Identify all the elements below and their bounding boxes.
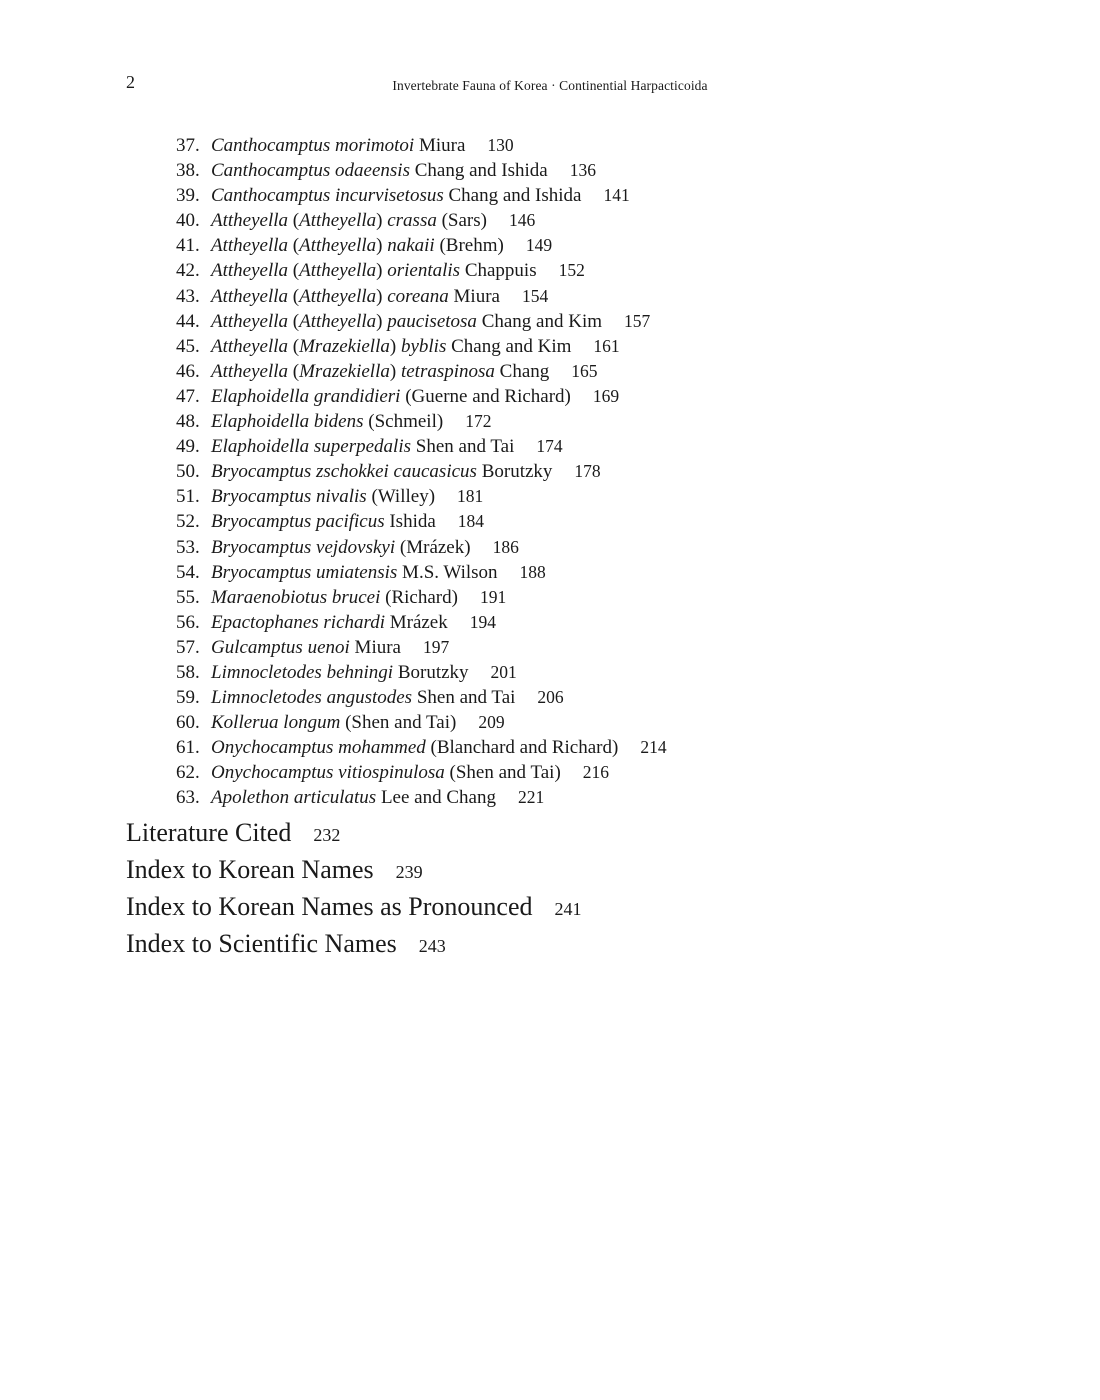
entry-title [211, 286, 500, 307]
entry-page-number: 154 [521, 285, 549, 306]
toc-entry[interactable] [176, 384, 667, 409]
entry-page-number: 157 [624, 310, 651, 331]
entry-title [211, 511, 436, 532]
toc-entry[interactable] [176, 233, 667, 258]
section-title: Index to Korean Names as Pronounced [126, 892, 533, 921]
scientific-name: Onychocamptus vitiospinulosa [211, 762, 445, 784]
toc-entry[interactable] [176, 710, 667, 735]
entry-page-number: 186 [492, 536, 519, 557]
author-text: ) [376, 260, 388, 282]
author-text: Borutzky [393, 661, 469, 683]
entry-number: 55. [176, 586, 200, 608]
author-text: (Mrázek) [395, 536, 471, 558]
entry-page-number: 191 [479, 586, 507, 607]
entry-page-number: 130 [487, 135, 514, 155]
scientific-name: Attheyella [299, 285, 377, 307]
toc-section-entry[interactable] [126, 851, 582, 888]
entry-title [211, 662, 469, 683]
scientific-name: Attheyella [211, 210, 289, 232]
author-text: Borutzky [476, 461, 553, 483]
entry-title [211, 687, 515, 708]
toc-entry[interactable] [176, 610, 667, 635]
toc-section-entry[interactable] [126, 925, 582, 962]
entry-title [211, 562, 498, 583]
author-text: Ishida [384, 511, 436, 533]
author-text: Miura [349, 636, 401, 658]
entry-number: 57. [176, 636, 200, 658]
entry-title [211, 461, 552, 482]
scientific-name: Mrazekiella [299, 360, 390, 382]
entry-number: 52. [176, 511, 200, 533]
scientific-name: Bryocamptus vejdovskyi [211, 536, 396, 558]
scientific-name: Mrazekiella [299, 335, 390, 357]
author-text: Lee and Chang [376, 787, 496, 809]
author-text: ( [288, 335, 300, 357]
scientific-name: Attheyella [299, 210, 377, 232]
entry-number: 40. [176, 210, 200, 232]
author-text: ( [288, 310, 300, 332]
author-text: ) [376, 235, 388, 257]
entry-title [211, 260, 537, 281]
scientific-name: paucisetosa [387, 310, 477, 332]
entry-number: 61. [176, 737, 200, 759]
scientific-name: Epactophanes richardi [211, 611, 385, 633]
entry-title [211, 311, 602, 332]
toc-entry[interactable] [176, 434, 667, 459]
author-text: Miura [448, 285, 500, 307]
scientific-name: Attheyella [211, 310, 289, 332]
entry-number: 47. [176, 385, 200, 407]
author-text: Mrázek [384, 611, 448, 633]
entry-page-number: 214 [640, 737, 667, 758]
author-text: (Richard) [380, 586, 458, 608]
toc-species-list [176, 133, 667, 811]
author-text: Chang and Kim [476, 310, 603, 332]
entry-title [211, 486, 435, 507]
scientific-name: Bryocamptus nivalis [211, 486, 367, 508]
scientific-name: Limnocletodes angustodes [211, 687, 413, 709]
author-text: Chang and Ishida [443, 185, 582, 207]
scientific-name: tetraspinosa [400, 360, 495, 382]
author-text: Chang and Ishida [409, 160, 548, 182]
scientific-name: Bryocamptus umiatensis [211, 561, 398, 583]
author-text: Chang [494, 360, 550, 382]
author-text: Chappuis [460, 260, 537, 282]
scientific-name: Attheyella [211, 335, 289, 357]
toc-entry[interactable] [176, 560, 667, 585]
running-head: Invertebrate Fauna of Korea · Continential Harpacticoida [392, 78, 708, 93]
scientific-name: Onychocamptus mohammed [211, 737, 426, 759]
section-page-number: 243 [418, 936, 446, 956]
toc-back-matter-list [126, 814, 582, 962]
scientific-name: Elaphoidella superpedalis [211, 436, 412, 458]
entry-page-number: 216 [582, 762, 610, 783]
entry-page-number: 152 [558, 260, 585, 281]
entry-number: 41. [176, 235, 200, 257]
section-page-number: 232 [313, 825, 341, 845]
scientific-name: Canthocamptus odaeensis [211, 160, 410, 182]
entry-title [211, 135, 465, 156]
scientific-name: orientalis [387, 260, 461, 282]
author-text: ) [376, 310, 388, 332]
entry-title [211, 235, 504, 256]
scientific-name: Bryocamptus pacificus [211, 511, 385, 533]
entry-title [211, 762, 561, 783]
toc-entry[interactable] [176, 660, 667, 685]
entry-number: 63. [176, 787, 200, 809]
author-text: ( [288, 235, 300, 257]
entry-page-number: 172 [465, 411, 492, 432]
entry-title [211, 787, 496, 808]
author-text: (Shen and Tai) [444, 762, 561, 784]
entry-number: 43. [176, 285, 200, 307]
entry-page-number: 174 [536, 436, 563, 457]
scientific-name: Attheyella [211, 360, 289, 382]
entry-number: 48. [176, 411, 200, 433]
entry-number: 58. [176, 661, 200, 683]
scientific-name: Gulcamptus uenoi [211, 636, 350, 658]
toc-entry[interactable] [176, 133, 667, 158]
entry-page-number: 184 [457, 511, 485, 532]
author-text: ) [389, 360, 401, 382]
scientific-name: Canthocamptus incurvisetosus [211, 185, 444, 207]
entry-page-number: 141 [603, 185, 630, 206]
entry-number: 45. [176, 335, 200, 357]
entry-page-number: 197 [422, 636, 450, 657]
entry-title [211, 612, 448, 633]
entry-title [211, 336, 571, 357]
toc-entry[interactable] [176, 760, 667, 785]
scientific-name: byblis [400, 335, 447, 357]
entry-number: 50. [176, 461, 200, 483]
entry-number: 49. [176, 436, 200, 458]
entry-number: 44. [176, 310, 200, 332]
author-text: (Blanchard and Richard) [425, 737, 619, 759]
toc-entry[interactable] [176, 635, 667, 660]
entry-page-number: 181 [457, 486, 484, 507]
entry-page-number: 136 [569, 160, 596, 181]
entry-page-number: 221 [517, 787, 545, 808]
scientific-name: Attheyella [299, 260, 377, 282]
entry-title [211, 411, 443, 432]
toc-entry[interactable] [176, 735, 667, 760]
section-page-number: 241 [554, 899, 582, 919]
entry-number: 46. [176, 360, 200, 382]
entry-page-number: 209 [478, 712, 505, 733]
scientific-name: coreana [387, 285, 449, 307]
entry-page-number: 206 [537, 687, 564, 708]
scientific-name: Attheyella [211, 285, 289, 307]
author-text: ( [288, 285, 300, 307]
scientific-name: Attheyella [211, 235, 289, 257]
toc-entry[interactable] [176, 685, 667, 710]
author-text: (Brehm) [434, 235, 504, 257]
scientific-name: Maraenobiotus brucei [211, 586, 381, 608]
entry-number: 59. [176, 687, 200, 709]
author-text: ( [288, 210, 300, 232]
scientific-name: Kollerua longum [211, 712, 341, 734]
section-page-number: 239 [395, 862, 423, 882]
entry-number: 60. [176, 712, 200, 734]
scientific-name: Attheyella [299, 310, 377, 332]
scientific-name: Elaphoidella grandidieri [211, 385, 401, 407]
entry-title [211, 160, 548, 181]
toc-entry[interactable] [176, 183, 667, 208]
entry-page-number: 188 [519, 561, 546, 582]
entry-number: 39. [176, 185, 200, 207]
author-text: (Sars) [436, 210, 487, 232]
author-text: ) [389, 335, 401, 357]
scientific-name: Elaphoidella bidens [211, 411, 364, 433]
author-text: ( [288, 260, 300, 282]
toc-entry[interactable] [176, 158, 667, 183]
entry-title [211, 386, 571, 407]
entry-title [211, 587, 458, 608]
toc-entry[interactable] [176, 309, 667, 334]
entry-number: 54. [176, 561, 200, 583]
author-text: (Shen and Tai) [340, 712, 457, 734]
author-text: ) [376, 210, 388, 232]
entry-number: 62. [176, 762, 200, 784]
entry-title [211, 185, 581, 206]
toc-entry[interactable] [176, 509, 667, 534]
entry-page-number: 165 [571, 360, 598, 381]
author-text: (Willey) [366, 486, 436, 508]
entry-page-number: 201 [490, 661, 517, 682]
scientific-name: Canthocamptus morimotoi [211, 135, 415, 156]
entry-title [211, 361, 549, 382]
entry-title [211, 737, 618, 758]
section-title: Literature Cited [126, 818, 292, 847]
toc-section-entry[interactable] [126, 814, 582, 851]
entry-page-number: 149 [525, 235, 553, 256]
toc-section-entry[interactable] [126, 888, 582, 925]
toc-entry[interactable] [176, 535, 667, 560]
toc-entry[interactable] [176, 284, 667, 309]
author-text: Miura [414, 135, 466, 156]
entry-title [211, 210, 487, 231]
scientific-name: Attheyella [299, 235, 377, 257]
toc-entry[interactable] [176, 585, 667, 610]
scientific-name: Limnocletodes behningi [211, 661, 394, 683]
author-text: Shen and Tai [412, 687, 516, 709]
entry-title [211, 712, 456, 733]
entry-page-number: 146 [508, 210, 536, 231]
entry-number: 38. [176, 160, 200, 182]
section-title: Index to Scientific Names [126, 929, 397, 958]
author-text: M.S. Wilson [397, 561, 498, 583]
toc-entry[interactable] [176, 484, 667, 509]
toc-entry[interactable] [176, 258, 667, 283]
entry-title [211, 537, 471, 558]
entry-page-number: 169 [592, 385, 620, 406]
toc-entry[interactable] [176, 785, 667, 810]
toc-entry[interactable] [176, 208, 667, 233]
entry-page-number: 194 [469, 611, 496, 632]
author-text: Shen and Tai [411, 436, 515, 458]
scientific-name: nakaii [387, 235, 435, 257]
scientific-name: crassa [387, 210, 437, 232]
section-title: Index to Korean Names [126, 855, 374, 884]
toc-entry[interactable] [176, 359, 667, 384]
author-text: Chang and Kim [446, 335, 572, 357]
entry-number: 37. [176, 135, 200, 156]
author-text: (Schmeil) [363, 411, 444, 433]
scientific-name: Attheyella [211, 260, 289, 282]
scientific-name: Apolethon articulatus [211, 787, 377, 809]
entry-number: 42. [176, 260, 200, 282]
entry-number: 56. [176, 611, 200, 633]
author-text: ( [288, 360, 300, 382]
entry-title [211, 637, 401, 658]
toc-entry[interactable] [176, 459, 667, 484]
entry-page-number: 161 [593, 335, 620, 356]
entry-number: 53. [176, 536, 200, 558]
toc-entry[interactable] [176, 409, 667, 434]
author-text: ) [376, 285, 388, 307]
scientific-name: Bryocamptus zschokkei caucasicus [211, 461, 477, 483]
entry-page-number: 178 [574, 461, 601, 482]
entry-number: 51. [176, 486, 200, 508]
page-number: 2 [126, 72, 135, 92]
entry-title [211, 436, 514, 457]
toc-entry[interactable] [176, 334, 667, 359]
author-text: (Guerne and Richard) [400, 385, 571, 407]
